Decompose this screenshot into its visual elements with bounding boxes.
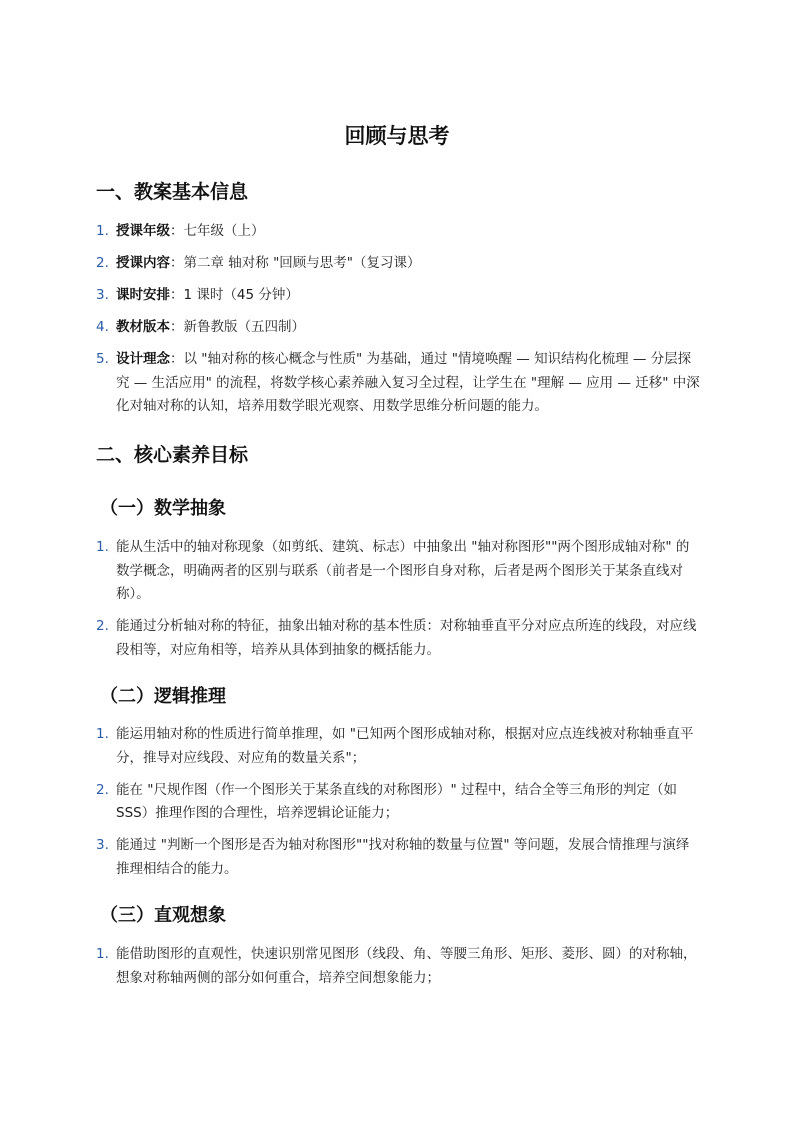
subsection-heading-math-abstraction: （一）数学抽象 xyxy=(100,498,226,519)
item-text: ：七年级（上） xyxy=(170,223,265,239)
intuitive-imagination-list xyxy=(96,943,700,999)
item-text: ：第二章 轴对称 "回顾与思考"（复习课） xyxy=(170,255,421,271)
item-label: 设计理念 xyxy=(116,351,170,367)
item-label: 课时安排 xyxy=(116,287,170,303)
item-label: 教材版本 xyxy=(116,319,170,335)
item-text: 能运用轴对称的性质进行简单推理，如 "已知两个图形成轴对称，根据对应点连线被对称轴垂直平分，推导对应线段、对应角的数量关系"； xyxy=(116,726,694,766)
item-text: ：1 课时（45 分钟） xyxy=(170,287,299,303)
list-number: 4. xyxy=(96,319,109,335)
section-heading-core-goals: 二、核心素养目标 xyxy=(96,444,249,466)
document-title: 回顾与思考 xyxy=(344,124,450,148)
item-text: 能通过分析轴对称的特征，抽象出轴对称的基本性质：对称轴垂直平分对应点所连的线段，对应线段相等，对应角相等，培养从具体到抽象的概括能力。 xyxy=(116,618,697,658)
list-item xyxy=(96,834,700,881)
list-item xyxy=(96,284,700,308)
list-item xyxy=(96,252,700,276)
list-number: 2. xyxy=(96,618,109,634)
list-number: 2. xyxy=(96,255,109,271)
item-text: ：新鲁教版（五四制） xyxy=(170,319,305,335)
item-text: 能借助图形的直观性，快速识别常见图形（线段、角、等腰三角形、矩形、菱形、圆）的对称轴，想象对称轴两侧的部分如何重合，培养空间想象能力； xyxy=(116,946,697,986)
subsection-heading-logical-reasoning: （二）逻辑推理 xyxy=(100,686,226,707)
item-label: 授课年级 xyxy=(116,223,170,239)
list-item xyxy=(96,348,700,419)
item-text: 能通过 "判断一个图形是否为轴对称图形""找对称轴的数量与位置" 等问题，发展合情推理与演绎推理相结合的能力。 xyxy=(116,837,690,877)
item-text: 能从生活中的轴对称现象（如剪纸、建筑、标志）中抽象出 "轴对称图形""两个图形成轴对称" 的数学概念，明确两者的区别与联系（前者是一个图形自身对称，后者是两个图形关于某条直线对称）。 xyxy=(116,539,690,602)
list-item xyxy=(96,779,700,826)
basic-info-list xyxy=(96,220,700,427)
list-item xyxy=(96,316,700,340)
list-number: 1. xyxy=(96,726,109,742)
list-number: 1. xyxy=(96,223,109,239)
list-item xyxy=(96,723,700,770)
list-item xyxy=(96,220,700,244)
list-item xyxy=(96,943,700,990)
list-number: 3. xyxy=(96,837,109,853)
math-abstraction-list xyxy=(96,536,700,671)
item-label: 授课内容 xyxy=(116,255,170,271)
item-text: 能在 "尺规作图（作一个图形关于某条直线的对称图形）" 过程中，结合全等三角形的判定（如 SSS）推理作图的合理性，培养逻辑论证能力； xyxy=(116,781,678,821)
list-number: 5. xyxy=(96,351,109,367)
section-heading-basic-info: 一、教案基本信息 xyxy=(96,181,249,203)
item-text: ：以 "轴对称的核心概念与性质" 为基础，通过 "情境唤醒 — 知识结构化梳理 — 分层探究 — 生活应用" 的流程，将数学核心素养融入复习全过程，让学生在 "理解 — 应用 — 迁移" 中深化对轴对称的认知，培养用数学眼光观察、用数学思维分析问题的能力。 xyxy=(116,351,700,414)
logical-reasoning-list xyxy=(96,723,700,890)
list-number: 3. xyxy=(96,287,109,303)
list-number: 2. xyxy=(96,781,109,798)
list-number: 1. xyxy=(96,946,109,962)
subsection-heading-intuitive-imagination: （三）直观想象 xyxy=(100,905,226,926)
list-item xyxy=(96,615,700,662)
list-item xyxy=(96,536,700,607)
list-number: 1. xyxy=(96,539,109,555)
